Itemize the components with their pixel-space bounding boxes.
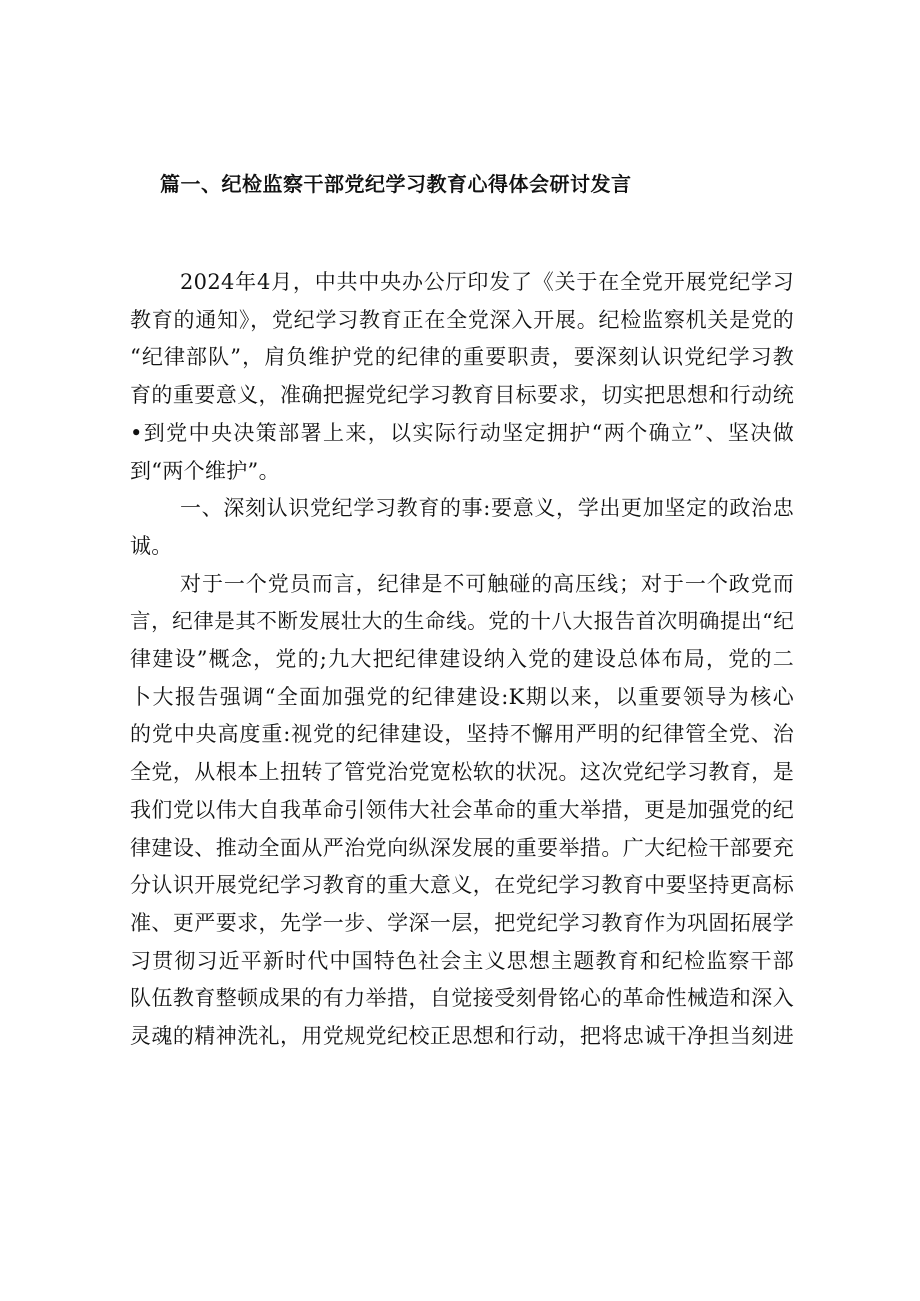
text-line: 律建设”概念，党的;九大把纪律建设纳入党的建设总体布局，党的二 <box>130 647 794 672</box>
text-line: 到“两个维护”。 <box>130 458 280 483</box>
paragraph-discipline <box>130 566 794 1056</box>
document-body <box>130 264 794 1056</box>
text-line: 2024年4月，中共中央办公厅印发了《关于在全党开展党纪学习 <box>180 270 794 294</box>
text-line: 诚。 <box>130 533 173 558</box>
text-line: “纪律部队”，肩负维护党的纪律的重要职责，要深刻认识党纪学习教 <box>130 345 794 370</box>
paragraph-heading-one <box>130 490 794 565</box>
text-line: 育的重要意义，准确把握党纪学习教育目标要求，切实把思想和行动统 <box>130 383 794 408</box>
paragraph-intro <box>130 264 794 490</box>
text-line: 一、深刻认识党纪学习教育的事:要意义，学出更加坚定的政治忠 <box>180 496 794 521</box>
text-line: 对于一个党员而言，纪律是不可触碰的高压线；对于一个政党而 <box>180 571 794 596</box>
text-line: 习贯彻习近平新时代中国特色社会主义思想主题教育和纪检监察干部 <box>130 948 794 973</box>
text-line: 言，纪律是其不断发展壮大的生命线。党的十八大报告首次明确提出“纪 <box>130 609 794 634</box>
text-line: 卜大报告强调“全面加强党的纪律建设:K期以来，以重要领导为核心 <box>130 684 794 709</box>
document-title: 篇一、纪检监察干部党纪学习教育心得体会研讨发言 <box>160 172 632 196</box>
text-line: 的党中央高度重:视党的纪律建设，坚持不懈用严明的纪律管全党、治 <box>130 722 794 747</box>
text-line: 我们党以伟大自我革命引领伟大社会革命的重大举措，更是加强党的纪 <box>130 797 794 822</box>
text-line: 全党，从根本上扭转了管党治党宽松软的状况。这次党纪学习教育，是 <box>130 760 794 785</box>
text-line: 教育的通知》，党纪学习教育正在全党深入开展。纪检监察机关是党的 <box>130 307 794 332</box>
text-line: 队伍教育整顿成果的有力举措，自觉接受刻骨铭心的革命性械造和深入 <box>130 986 794 1011</box>
text-line: 灵魂的精神洗礼，用党规党纪校正思想和行动，把将忠诚干净担当刻进 <box>130 1024 794 1049</box>
text-line: •到党中央决策部署上来，以实际行动坚定拥护“两个确立”、坚决做 <box>130 420 794 445</box>
text-line: 准、更严要求，先学一步、学深一层，把党纪学习教育作为巩固拓展学 <box>130 910 794 935</box>
text-line: 律建设、推动全面从严治党向纵深发展的重要举措。广大纪检干部要充 <box>130 835 794 860</box>
text-line: 分认识开展党纪学习教育的重大意义，在党纪学习教育中要坚持更高标 <box>130 873 794 898</box>
